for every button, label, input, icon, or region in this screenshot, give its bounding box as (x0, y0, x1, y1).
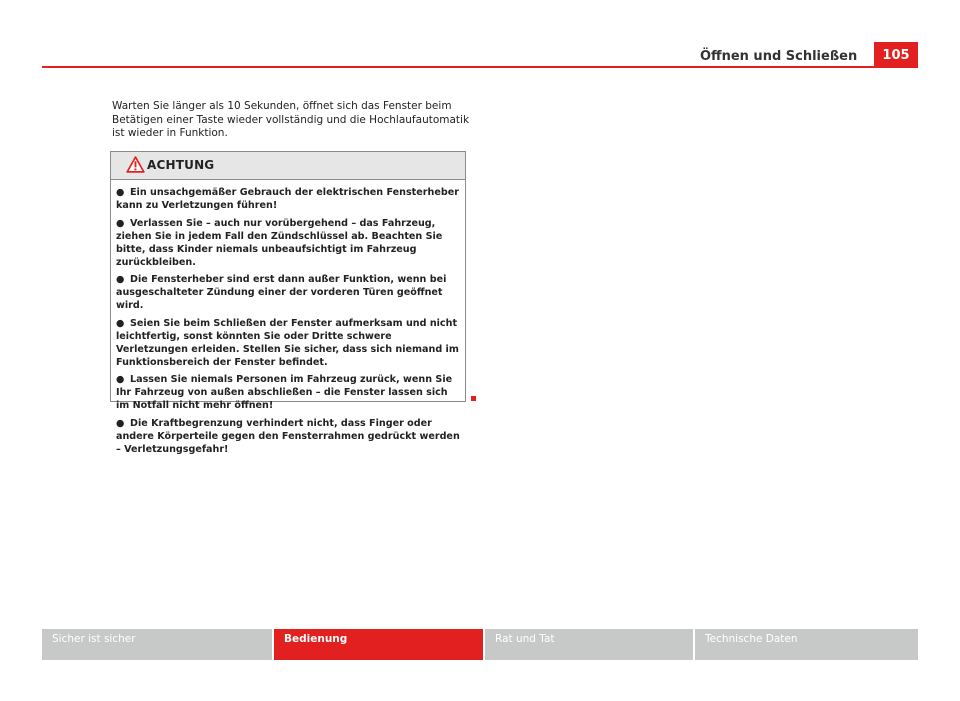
warning-item (116, 317, 462, 369)
section-end-marker (471, 396, 476, 401)
warning-triangle-icon (126, 156, 145, 173)
warning-title: ACHTUNG (147, 158, 215, 172)
warning-box (110, 151, 466, 455)
warning-header (111, 152, 465, 180)
warning-item-text: Die Fensterheber sind erst dann außer Funktion, wenn bei ausgeschalteter Zündung einer der vorderen Türen geöffnet wird. (116, 274, 447, 311)
footer-tab-rat-und-tat[interactable] (485, 629, 693, 660)
footer-tab-bedienung[interactable] (274, 629, 483, 660)
bullet: ● (116, 374, 125, 385)
warning-list (116, 186, 462, 460)
warning-item-text: Seien Sie beim Schließen der Fenster aufmerksam und nicht leichtfertig, sonst könnten Sie oder Dritte schwere Verletzungen erleiden. Stellen Sie sicher, dass sich niemand im Funktionsbereich der Fenster befindet. (116, 317, 459, 368)
warning-item (116, 417, 462, 456)
footer-tab-label: Sicher ist sicher (52, 633, 136, 645)
warning-item (116, 217, 462, 269)
page-number: 105 (882, 48, 910, 63)
warning-item-text: Die Kraftbegrenzung verhindert nicht, dass Finger oder andere Körperteile gegen den Fensterrahmen gedrückt werden – Verletzungsgefahr! (116, 417, 460, 455)
warning-item-text: Lassen Sie niemals Personen im Fahrzeug zurück, wenn Sie Ihr Fahrzeug von außen abschließen – die Fenster lassen sich im Notfall nicht mehr öffnen! (116, 374, 453, 411)
warning-item (116, 186, 462, 212)
bullet: ● (116, 187, 125, 198)
chapter-title: Öffnen und Schließen (700, 49, 858, 64)
footer-tab-technische-daten[interactable] (695, 629, 918, 660)
footer-tab-label: Technische Daten (705, 633, 798, 645)
intro-paragraph: Warten Sie länger als 10 Sekunden, öffnet sich das Fenster beim Betätigen einer Taste wieder vollständig und die Hochlaufautomatik ist wieder in Funktion. (112, 100, 470, 139)
footer-tab-label: Rat und Tat (495, 633, 555, 645)
footer-tab-sicher-ist-sicher[interactable] (42, 629, 272, 660)
warning-item-text: Ein unsachgemäßer Gebrauch der elektrischen Fensterheber kann zu Verletzungen führen! (116, 187, 459, 211)
bullet: ● (116, 317, 125, 329)
bullet: ● (116, 217, 125, 229)
warning-item (116, 273, 462, 312)
footer-tab-label: Bedienung (284, 633, 348, 645)
bullet: ● (116, 417, 125, 429)
warning-item (116, 373, 462, 412)
warning-item-text: Verlassen Sie – auch nur vorübergehend – das Fahrzeug, ziehen Sie in jedem Fall den Zündschlüssel ab. Beachten Sie bitte, dass Kinder niemals unbeaufsichtigt im Fahrzeug zurückbleiben. (116, 217, 443, 268)
bullet: ● (116, 274, 125, 285)
header-rule (42, 66, 918, 68)
